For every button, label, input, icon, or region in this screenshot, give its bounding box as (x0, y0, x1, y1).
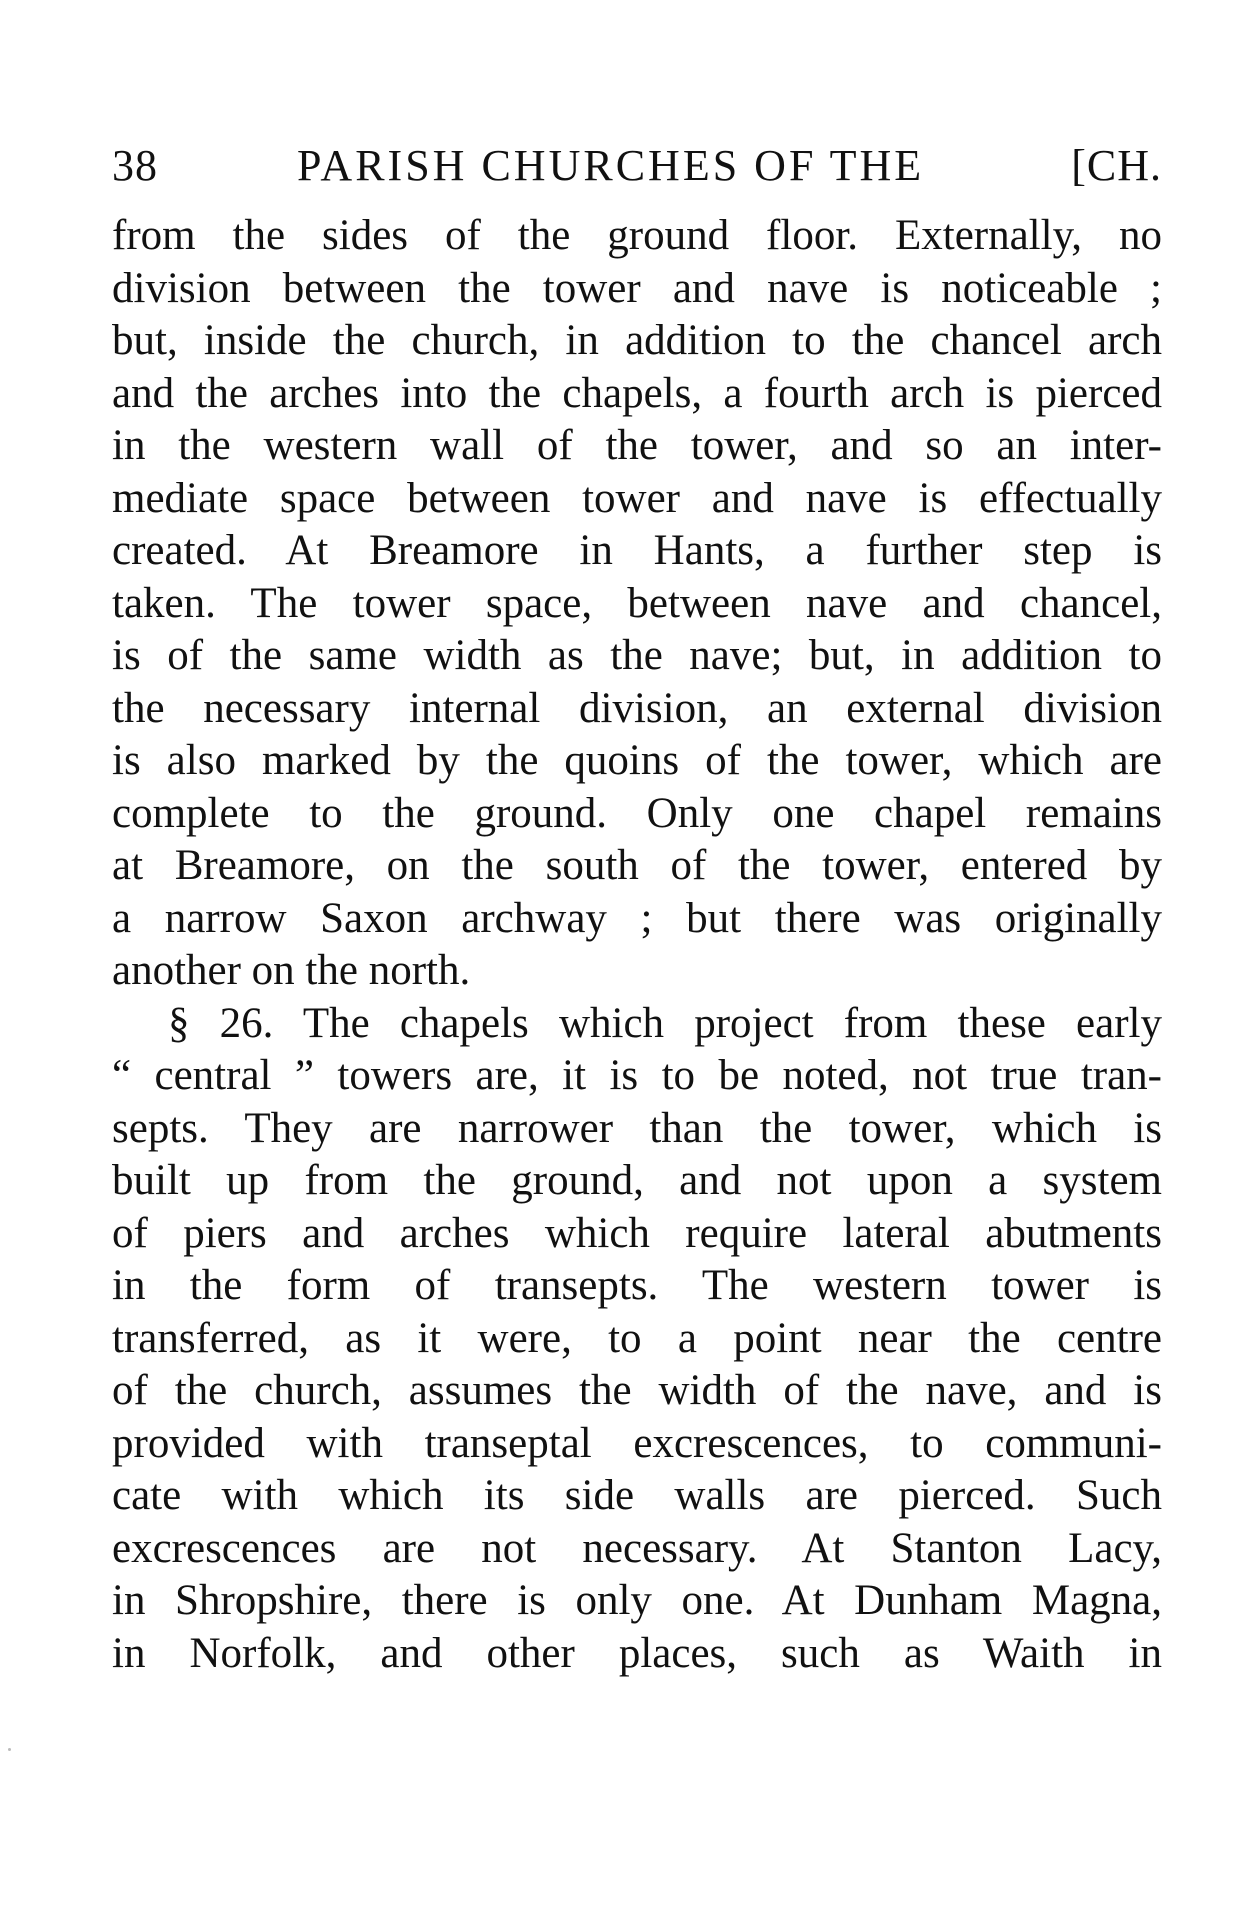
text-line: at Breamore, on the south of the tower, entered by (112, 842, 1162, 889)
text-line: and the arches into the chapels, a fourth arch is pierced (112, 369, 1162, 417)
text-line: created. At Breamore in Hants, a further step is (112, 527, 1162, 574)
running-header (112, 140, 1162, 200)
text-line: “ central ” towers are, it is to be noted, not true tran- (112, 1052, 1162, 1099)
text-line: in Shropshire, there is only one. At Dunham Magna, (112, 1577, 1162, 1624)
text-line: taken. The tower space, between nave and chancel, (112, 579, 1162, 627)
chapter-mark: [CH. (1071, 141, 1162, 190)
body-text (112, 210, 1162, 1680)
text-line: cate with which its side walls are pierced. Such (112, 1472, 1162, 1519)
text-line: but, inside the church, in addition to the chancel arch (112, 317, 1162, 364)
text-line: of the church, assumes the width of the nave, and is (112, 1367, 1162, 1414)
text-line: the necessary internal division, an external division (112, 684, 1162, 732)
text-line: in the form of transepts. The western tower is (112, 1262, 1162, 1309)
text-line: mediate space between tower and nave is effectually (112, 474, 1162, 522)
text-line: complete to the ground. Only one chapel remains (112, 789, 1162, 837)
text-line: in Norfolk, and other places, such as Waith in (112, 1629, 1162, 1677)
text-line: from the sides of the ground floor. Externally, no (112, 212, 1162, 259)
text-line: built up from the ground, and not upon a system (112, 1157, 1162, 1204)
text-line: another on the north. (112, 947, 471, 994)
text-line: excrescences are not necessary. At Stanton Lacy, (112, 1524, 1162, 1572)
text-line: division between the tower and nave is noticeable ; (112, 264, 1162, 312)
scan-speck (8, 1748, 11, 1751)
text-line: of piers and arches which require lateral abutments (112, 1209, 1162, 1257)
text-line: transferred, as it were, to a point near the centre (112, 1314, 1162, 1362)
text-line: § 26. The chapels which project from these early (168, 999, 1162, 1047)
page-number: 38 (112, 141, 158, 190)
text-line: septs. They are narrower than the tower, which is (112, 1104, 1162, 1152)
text-line: in the western wall of the tower, and so an inter- (112, 422, 1162, 469)
text-line: a narrow Saxon archway ; but there was originally (112, 894, 1162, 942)
text-line: is of the same width as the nave; but, in addition to (112, 632, 1162, 679)
running-title: PARISH CHURCHES OF THE (297, 141, 925, 190)
text-line: provided with transeptal excrescences, to communi- (112, 1419, 1162, 1467)
text-line: is also marked by the quoins of the tower, which are (112, 737, 1162, 784)
